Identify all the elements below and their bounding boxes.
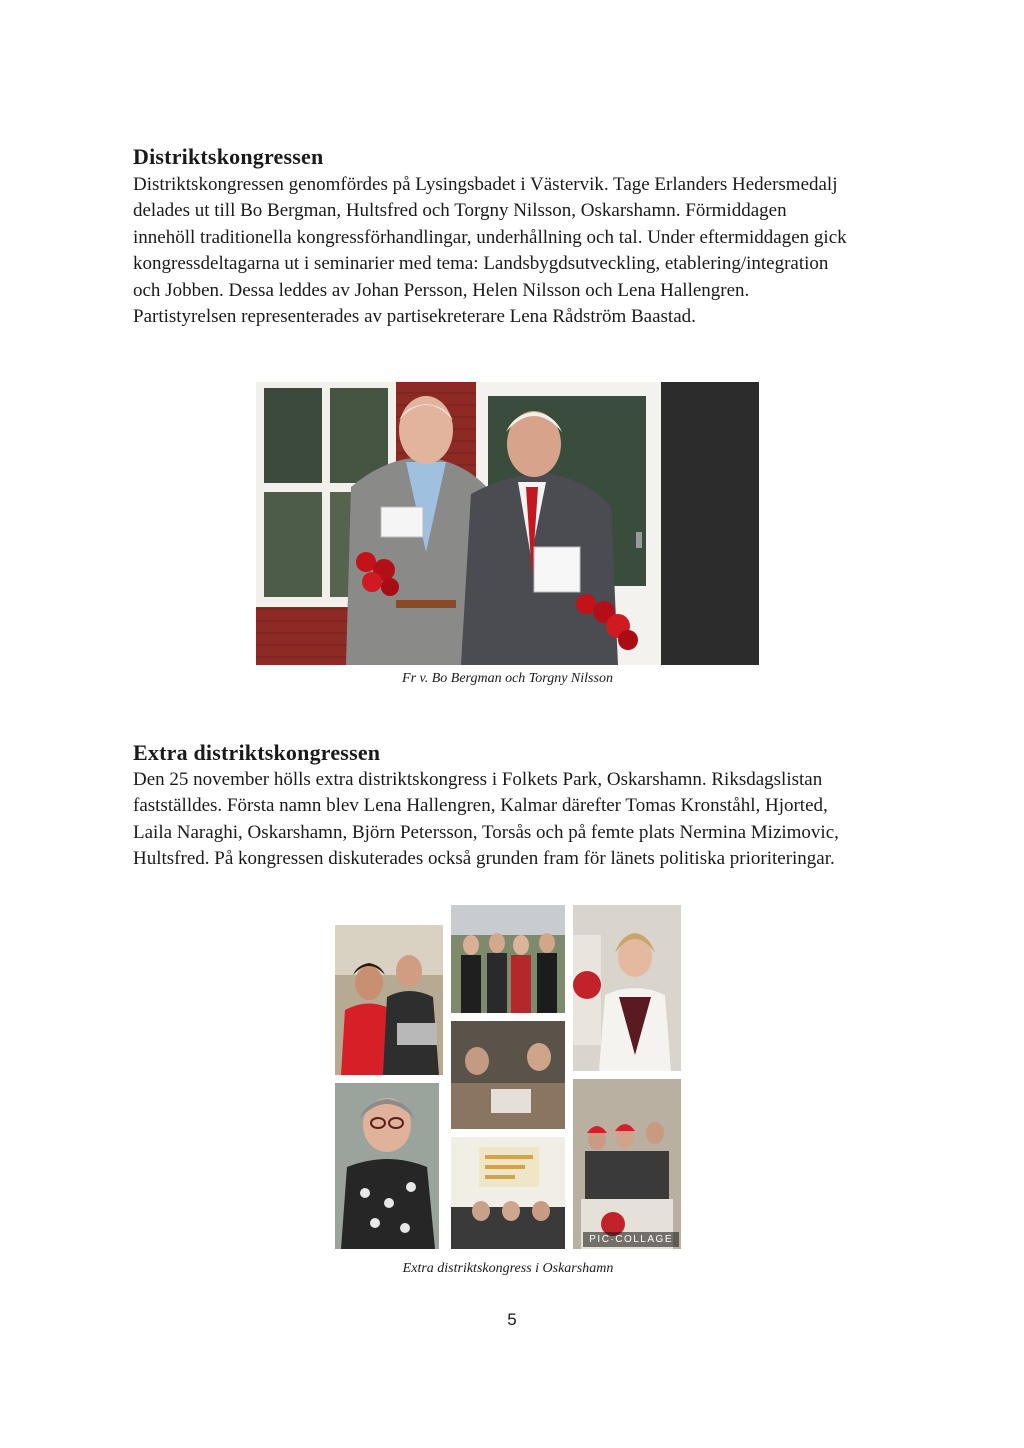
collage-photo-smiling-woman [335, 1083, 439, 1249]
paragraph-line: innehöll traditionella kongressförhandlingar, underhållning och tal. Under eftermiddagen gick [133, 226, 847, 248]
collage-photo-stage [451, 1137, 565, 1249]
paragraph-line: Distriktskongressen genomfördes på Lysingsbadet i Västervik. Tage Erlanders Hedersmedalj [133, 174, 838, 195]
paragraph-line: och Jobben. Dessa leddes av Johan Persson, Helen Nilsson och Lena Hallengren. [133, 279, 750, 301]
section-paragraph-distriktskongressen [133, 172, 893, 330]
paragraph-line: Hultsfred. På kongressen diskuterades också grunden fram för länets politiska prioriteringar. [133, 848, 835, 870]
collage-caption: Extra distriktskongress i Oskarshamn [402, 1261, 614, 1276]
collage-photo-group [451, 905, 565, 1013]
section-heading-extra-distriktskongressen: Extra distriktskongressen [133, 740, 381, 765]
collage-photo-winners [573, 1079, 681, 1249]
paragraph-line: Laila Naraghi, Oskarshamn, Björn Petersson, Torsås och på femte plats Nermina Mizimovic, [133, 821, 839, 843]
collage-photo-speaker [573, 905, 681, 1071]
medal-recipients-photo [256, 382, 759, 665]
congress-photo-collage [335, 905, 681, 1249]
paragraph-line: Partistyrelsen representerades av partisekreterare Lena Rådström Baastad. [133, 306, 696, 328]
page-number: 5 [507, 1310, 517, 1329]
paragraph-line: Den 25 november hölls extra distriktskongress i Folkets Park, Oskarshamn. Riksdagslistan [133, 769, 823, 790]
collage-photo-two-people [335, 925, 443, 1075]
collage-photo-meeting [451, 1021, 565, 1129]
section-paragraph-extra-distriktskongressen [133, 767, 893, 873]
section-heading-distriktskongressen: Distriktskongressen [133, 144, 324, 169]
paragraph-line: fastställdes. Första namn blev Lena Hallengren, Kalmar därefter Tomas Kronståhl, Hjorted, [133, 795, 828, 817]
photo-caption: Fr v. Bo Bergman och Torgny Nilsson [402, 671, 613, 686]
paragraph-line: kongressdeltagarna ut i seminarier med tema: Landsbygdsutveckling, etablering/integration [133, 253, 829, 275]
pic-collage-watermark: PIC·COLLAGE [583, 1232, 679, 1247]
paragraph-line: delades ut till Bo Bergman, Hultsfred och Torgny Nilsson, Oskarshamn. Förmiddagen [133, 200, 787, 222]
